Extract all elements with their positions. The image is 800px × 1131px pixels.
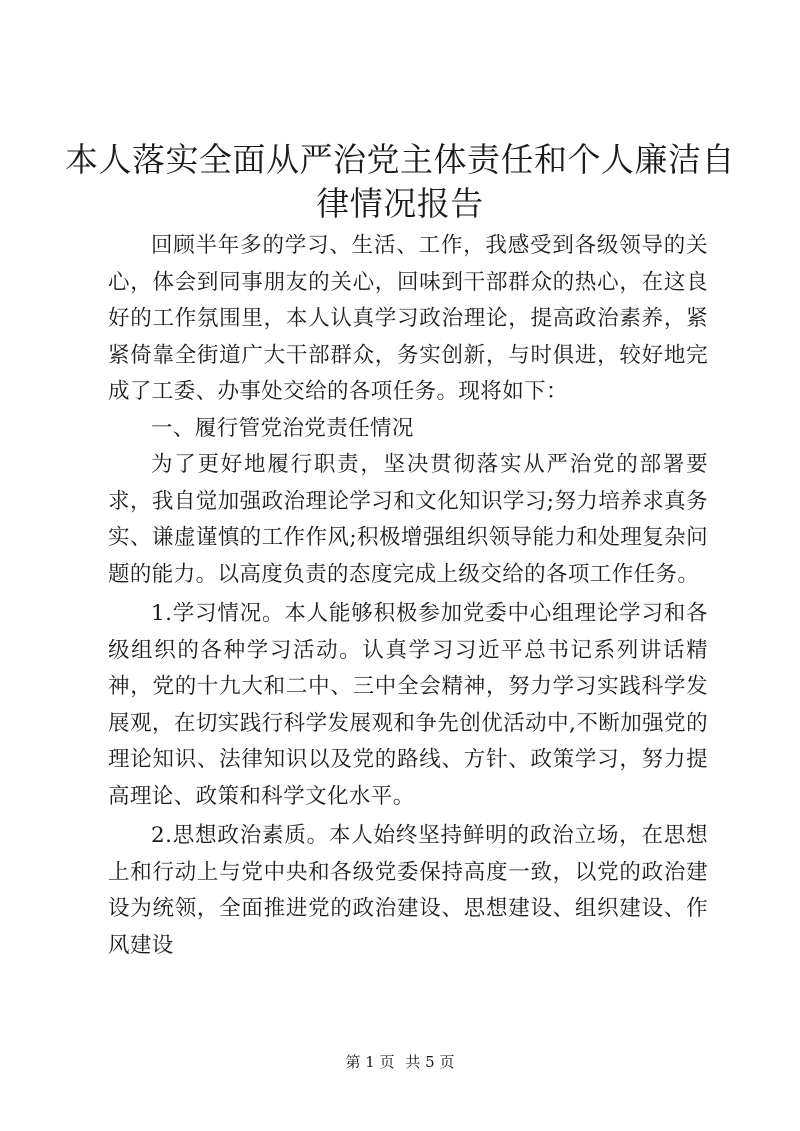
- paragraph-intro: 回顾半年多的学习、生活、工作，我感受到各级领导的关心，体会到同事朋友的关心，回味到干部群众的热心，在这良好的工作氛围里，本人认真学习政治理论，提高政治素养，紧紧倚靠全街道广大干部群众，务实创新，与时俱进，较好地完成了工委、办事处交给的各项任务。现将如下：: [108, 233, 708, 404]
- paragraph-study: 1.学习情况。本人能够积极参加党委中心组理论学习和各级组织的各种学习活动。认真学习习近平总书记系列讲话精神，党的十九大和二中、三中全会精神，努力学习实践科学发展观，在切实践行科学发展观和争先创优活动中,不断加强党的理论知识、法律知识以及党的路线、方针、政策学习，努力提高理论、政策和科学文化水平。: [108, 601, 708, 809]
- section-heading: 一、履行管党治党责任情况: [151, 415, 414, 441]
- paragraph-duty: 为了更好地履行职责，坚决贯彻落实从严治党的部署要求，我自觉加强政治理论学习和文化知识学习;努力培养求真务实、谦虚谨慎的工作作风;积极增强组织领导能力和处理复杂问题的能力。以高度负责的态度完成上级交给的各项工作任务。: [108, 452, 708, 587]
- page-number: 第 1 页: [345, 1053, 395, 1071]
- document-title: 本人落实全面从严治党主体责任和个人廉洁自律情况报告: [65, 140, 735, 223]
- document-body: [108, 228, 708, 964]
- page-total: 共 5 页: [405, 1053, 455, 1071]
- paragraph-politics: 2.思想政治素质。本人始终坚持鲜明的政治立场，在思想上和行动上与党中央和各级党委保持高度一致，以党的政治建设为统领，全面推进党的政治建设、思想建设、组织建设、作风建设: [108, 823, 708, 958]
- page-footer: [0, 1052, 800, 1072]
